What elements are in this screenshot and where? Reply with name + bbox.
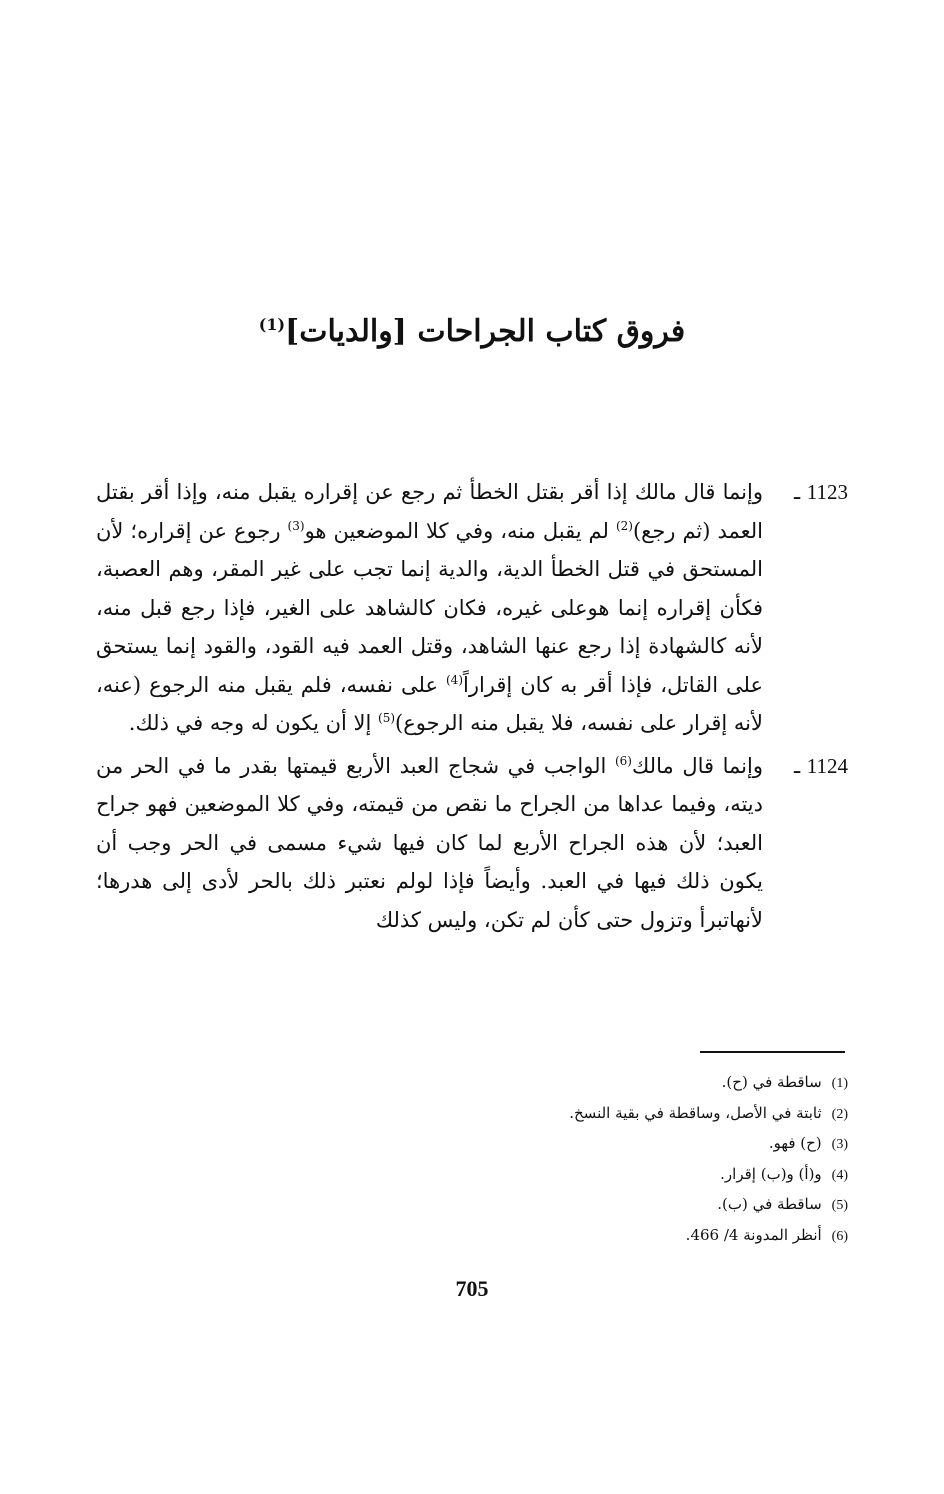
paragraph-dash: ـ <box>793 753 807 778</box>
footnote-text: أنظر المدونة 4/ 466. <box>685 1225 822 1244</box>
footnote-number: (2) <box>831 1106 848 1122</box>
footnote-item <box>96 1068 848 1099</box>
page-number: 705 <box>455 1276 489 1301</box>
footnote-text: ساقطة في (ب). <box>717 1195 822 1213</box>
footnote-text: (ح) فهو. <box>768 1134 822 1152</box>
footnote-number: (1) <box>831 1076 848 1091</box>
footnote-ref: (2) <box>615 518 633 533</box>
paragraph-number <box>794 747 848 786</box>
paragraph-1123 <box>96 473 848 743</box>
chapter-title <box>0 312 944 352</box>
footnote-item <box>96 1129 848 1160</box>
footnote-item <box>96 1099 848 1130</box>
paragraph-text-segment: إلا أن يكون له وجه في ذلك. <box>128 711 379 735</box>
paragraph-text-segment: رجوع عن إقراره؛ لأن المستحق في قتل الخطأ الدية، والدية إنما تجب على غير المقر، وهم العصبة، فكأن إقراره إنما هوعلى غيره، فكان كالشاهد على الغير، فإذا رجع قبل منه، لأنه كالشهادة إذا رجع عنها الشاهد، وقتل العمد فيه القود، والقود إنما يستحق على القاتل، فإذا أقر به كان إقراراً <box>96 518 764 697</box>
paragraph-dash: ـ <box>793 480 807 504</box>
title-footnote-ref: (1) <box>258 315 286 335</box>
footnote-text: و(أ) و(ب) إقرار. <box>720 1164 822 1183</box>
footnote-number: (5) <box>831 1198 848 1213</box>
footnote-divider <box>700 1051 845 1053</box>
paragraph-number-digits: 1124 <box>806 753 848 778</box>
footnote-number: (3) <box>831 1137 848 1152</box>
footnote-number: (4) <box>831 1167 848 1183</box>
footnote-text: ساقطة في (ح). <box>721 1073 822 1091</box>
footnote-ref: (6) <box>614 753 632 768</box>
footnote-ref: (5) <box>378 711 396 725</box>
paragraph-text-segment: وإنما قال مالك إذا أقر بقتل الخطأ ثم رجع عن إقراره يقبل منه، وإذا أقر بقتل العمد (ثم رجع) <box>96 480 763 543</box>
footnote-number: (6) <box>831 1228 848 1244</box>
paragraph-text-segment: لم يقبل منه، وفي كلا الموضعين هو <box>304 518 616 543</box>
main-text <box>96 473 848 943</box>
footnote-item <box>96 1190 848 1221</box>
paragraph-text-segment: وإنما قال مالك <box>631 753 763 778</box>
paragraph-number-digits: 1123 <box>806 480 848 504</box>
chapter-title-text: فروق كتاب الجراحات [والديات] <box>285 314 686 350</box>
paragraph-number <box>794 473 848 512</box>
paragraph-text-segment: على نفسه، فلم يقبل منه الرجوع (عنه، لأنه إقرار على نفسه، فلا يقبل منه الرجوع) <box>96 672 763 735</box>
footnote-item <box>96 1221 848 1252</box>
footnote-text: ثابتة في الأصل، وساقطة في بقية النسخ. <box>569 1103 822 1122</box>
footnote-ref: (4) <box>445 672 463 687</box>
paragraph-1124 <box>96 747 848 940</box>
footnotes-list <box>96 1068 848 1251</box>
paragraph-text-segment: الواجب في شجاج العبد الأربع قيمتها بقدر ما في الحر من ديته، وفيما عداها من الجراح ما نقص من قيمته، وفي كلا الموضعين فهو جراح العبد؛ لأن هذه الجراح الأربع لما كان فيها شيء مسمى في الحر وجب أن يكون ذلك فيها في العبد. وأيضاً فإذا لولم نعتبر ذلك بالحر لأدى إلى هدرها؛ لأنهاتبرأ وتزول حتى كأن لم تكن، وليس كذلك <box>96 753 763 932</box>
footnote-item <box>96 1160 848 1191</box>
footnote-ref: (3) <box>287 518 305 533</box>
